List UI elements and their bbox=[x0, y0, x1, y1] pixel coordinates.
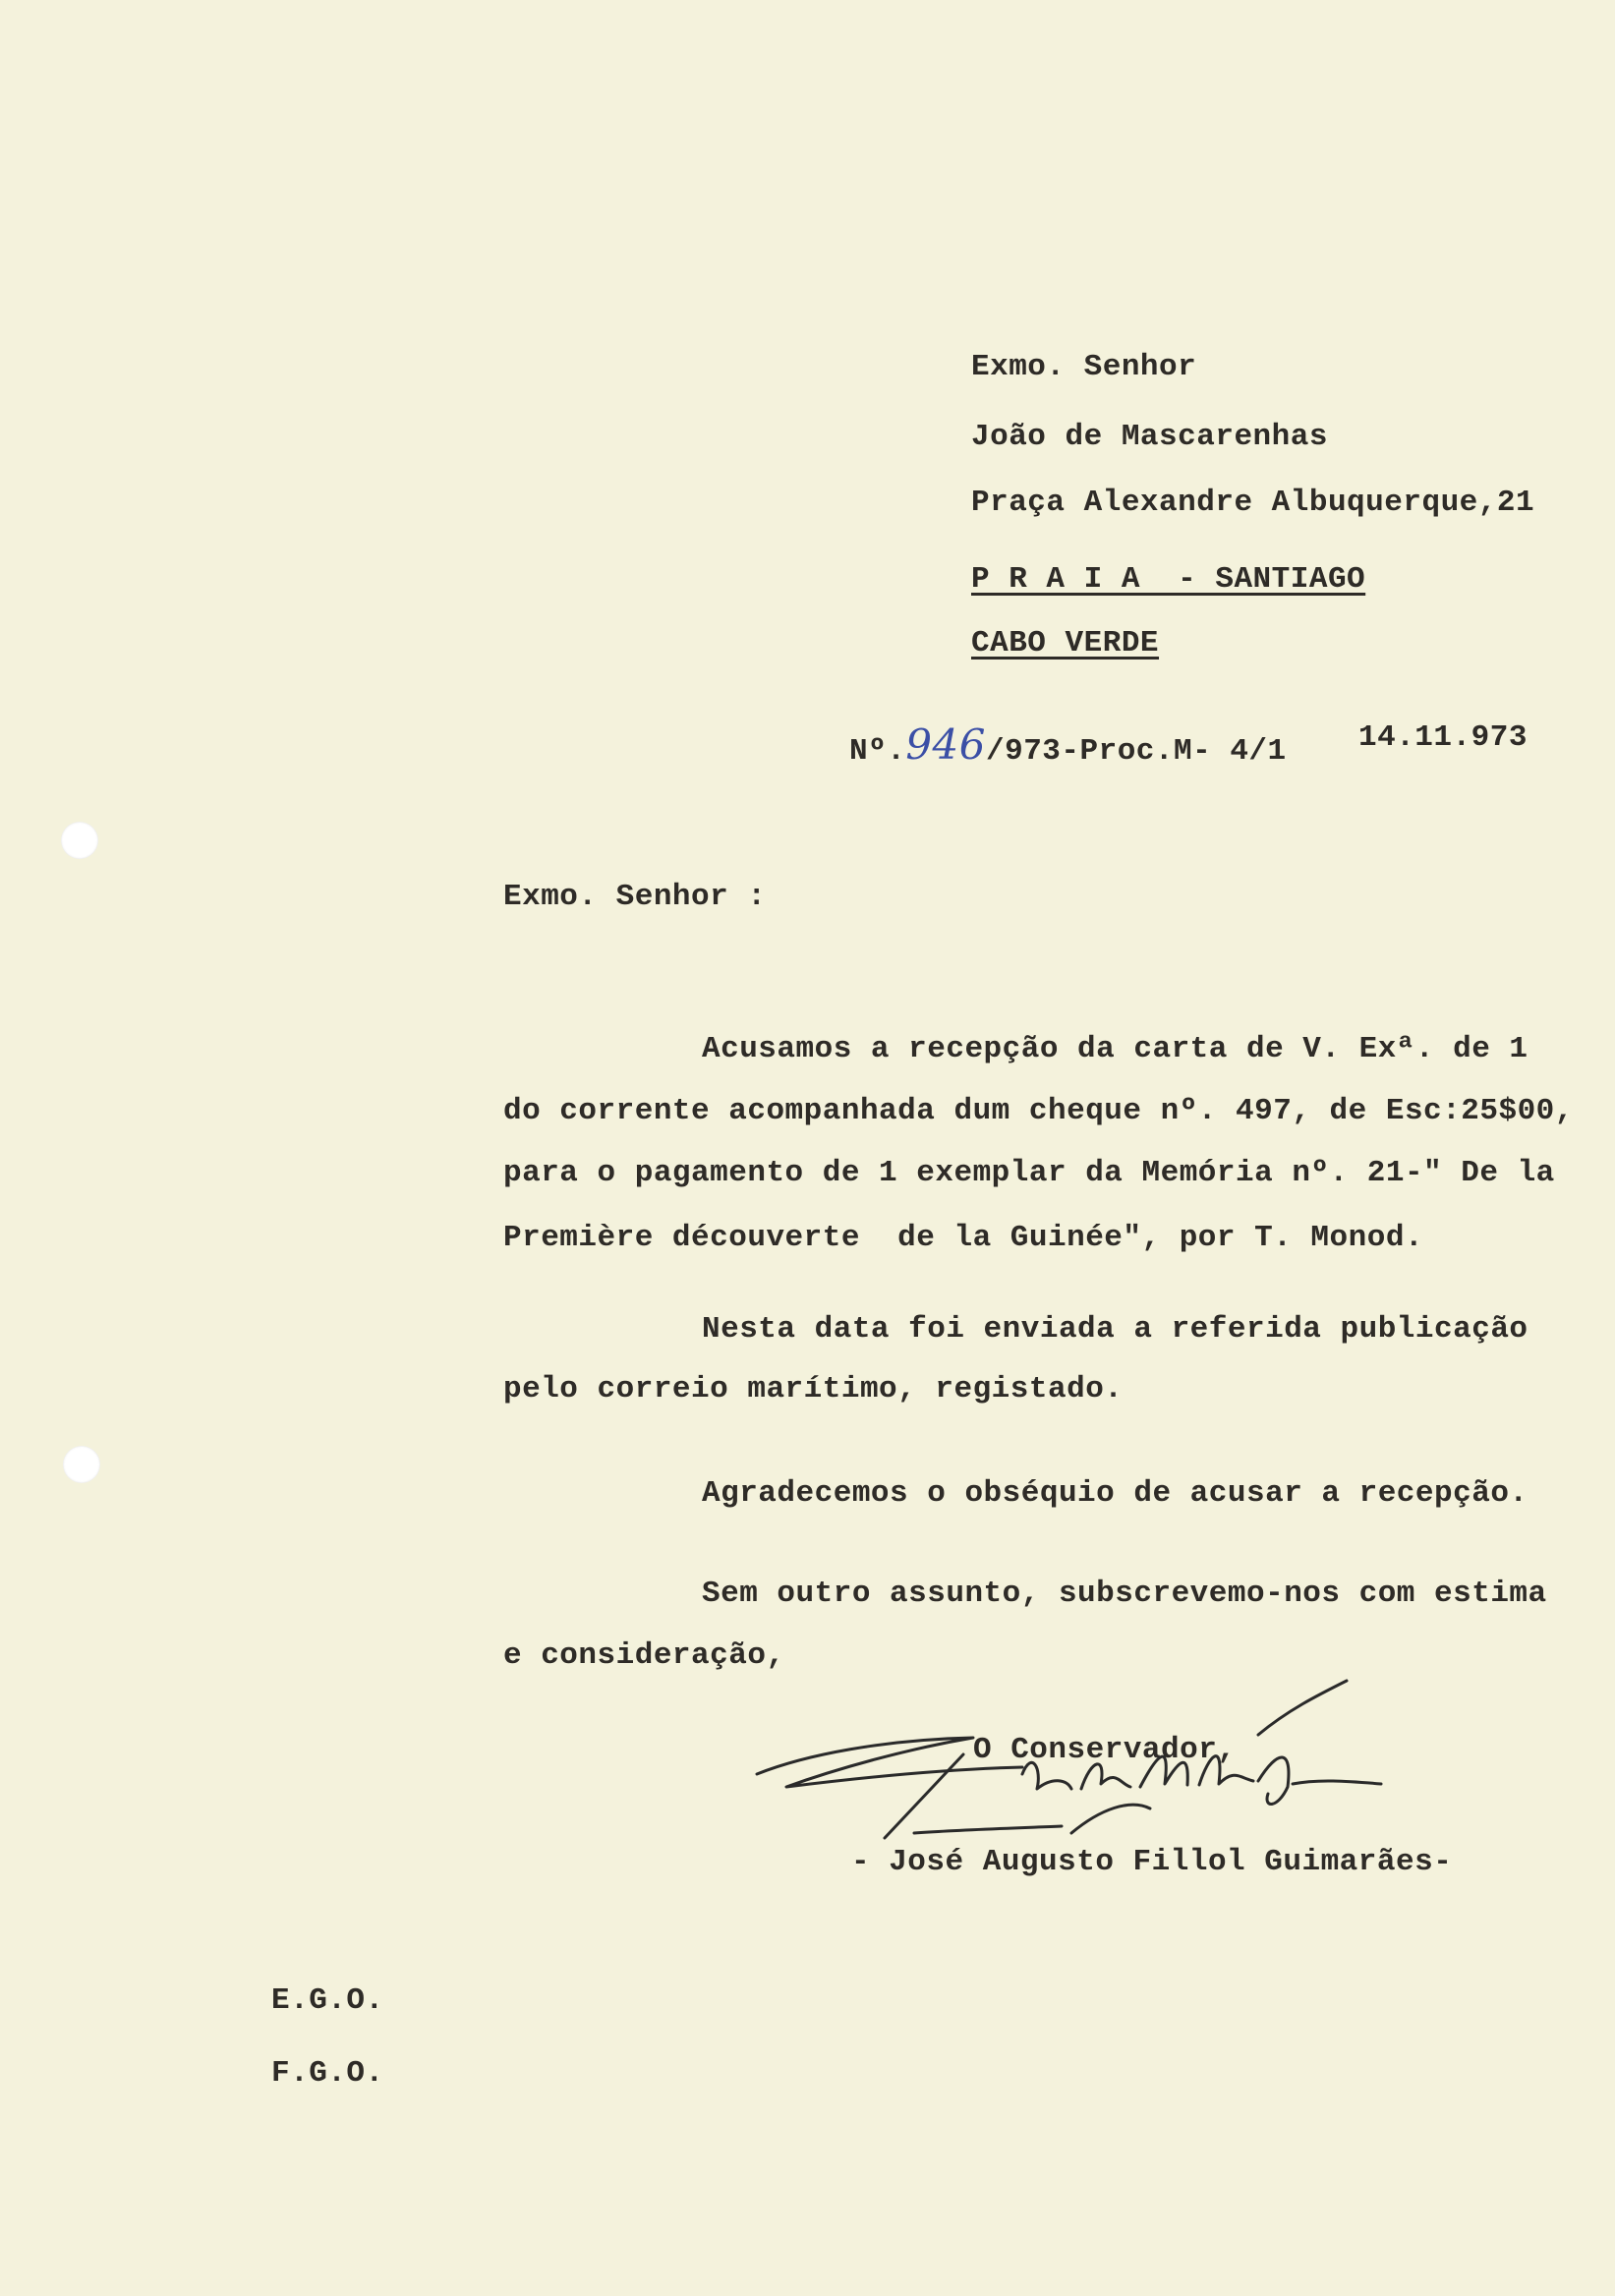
addressee-city: P R A I A - SANTIAGO bbox=[971, 562, 1366, 597]
punch-hole-bottom bbox=[63, 1446, 100, 1483]
body-paragraph3: Agradecemos o obséquio de acusar a recepção. bbox=[702, 1476, 1528, 1511]
body-paragraph1-line1: Acusamos a recepção da carta de V. Exª. de 1 bbox=[702, 1032, 1528, 1066]
initials-line2: F.G.O. bbox=[271, 2056, 384, 2091]
body-paragraph1-line2: do corrente acompanhada dum cheque nº. 497, de Esc:25$00, bbox=[503, 1094, 1574, 1128]
addressee-name: João de Mascarenhas bbox=[971, 420, 1328, 454]
closing-title: O Conservador, bbox=[973, 1733, 1237, 1767]
body-paragraph2-line2: pelo correio marítimo, registado. bbox=[503, 1372, 1124, 1406]
body-paragraph4-line1: Sem outro assunto, subscrevemo-nos com estima bbox=[702, 1577, 1547, 1611]
addressee-country: CABO VERDE bbox=[971, 626, 1160, 660]
body-paragraph2-line1: Nesta data foi enviada a referida publicação bbox=[702, 1312, 1528, 1347]
addressee-street: Praça Alexandre Albuquerque,21 bbox=[971, 486, 1535, 520]
body-paragraph1-line4: Première découverte de la Guinée", por T. Monod. bbox=[503, 1221, 1424, 1255]
reference-prefix: Nº. bbox=[849, 734, 906, 769]
punch-hole-top bbox=[61, 822, 98, 859]
initials-line1: E.G.O. bbox=[271, 1983, 384, 2018]
addressee-salutation: Exmo. Senhor bbox=[971, 350, 1197, 384]
body-paragraph4-line2: e consideração, bbox=[503, 1638, 785, 1673]
body-paragraph1-line3: para o pagamento de 1 exemplar da Memória nº. 21-" De la bbox=[503, 1156, 1555, 1190]
reference-line bbox=[849, 720, 1287, 769]
reference-date: 14.11.973 bbox=[1358, 720, 1528, 755]
reference-suffix: /973-Proc.M- 4/1 bbox=[985, 734, 1287, 769]
reference-handwritten-number: 946 bbox=[905, 720, 986, 769]
closing-name: - José Augusto Fillol Guimarães- bbox=[851, 1845, 1453, 1879]
greeting: Exmo. Senhor : bbox=[503, 880, 767, 914]
